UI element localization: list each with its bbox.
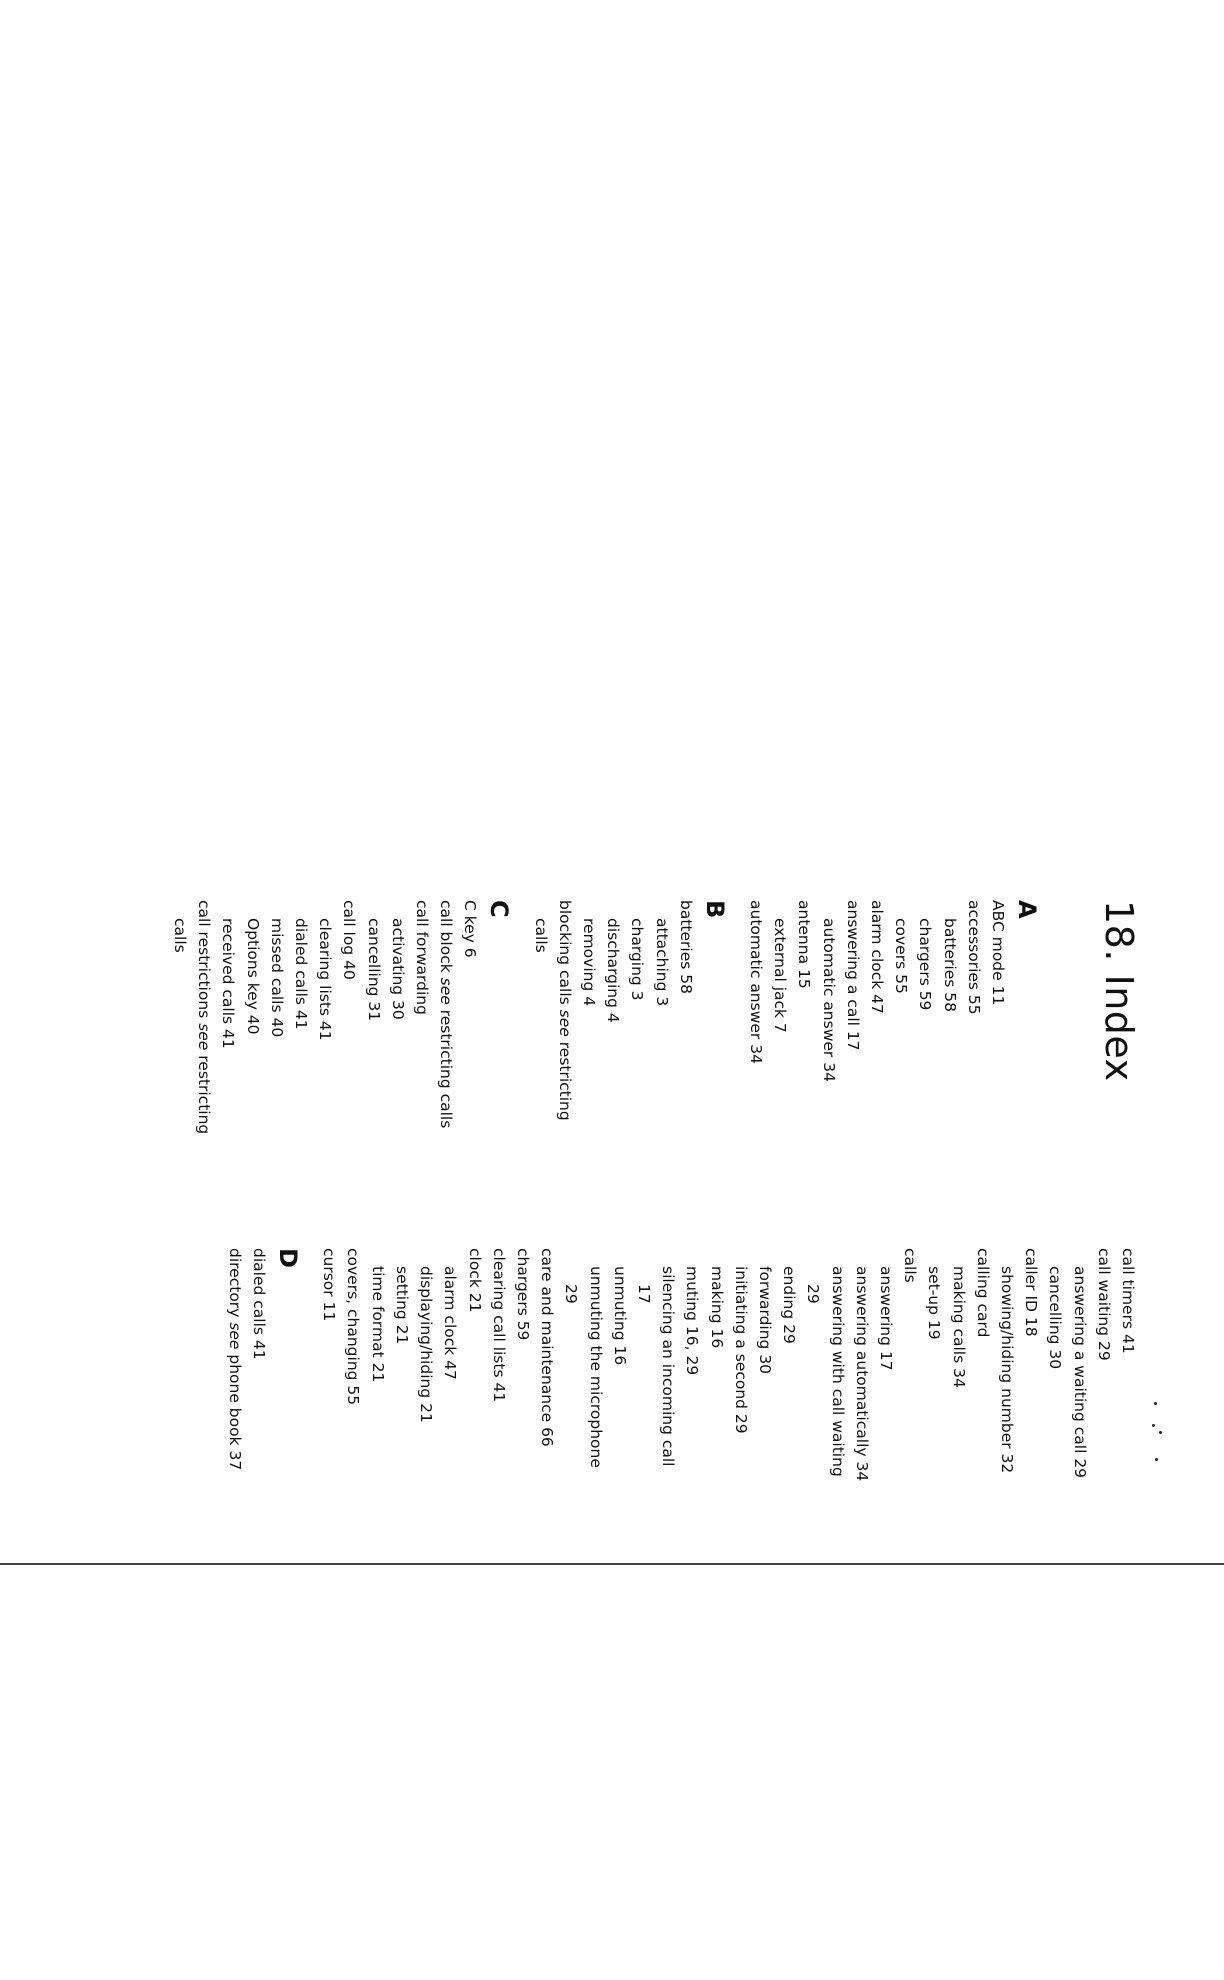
index-entry: call timers 41	[1119, 1248, 1137, 1354]
index-subentry: forwarding 30	[755, 1266, 774, 1375]
index-subentry: answering a waiting call 29	[1070, 1266, 1089, 1479]
index-entry: batteries 58	[676, 900, 695, 994]
index-subentry: removing 4	[579, 918, 598, 1007]
index-entry: directory see phone book 37	[225, 1248, 244, 1471]
index-subentry: set-up 19	[925, 1266, 944, 1340]
section-letter: B	[700, 900, 729, 919]
section-gap	[734, 900, 744, 1134]
index-entry: care and maintenance 66	[538, 1248, 557, 1447]
index-subentry: unmuting the microphone	[586, 1266, 605, 1468]
index-subentry: making 16	[707, 1266, 726, 1349]
see-reference: see	[437, 977, 456, 1005]
index-subentry: silencing an incoming call	[659, 1266, 678, 1467]
index-subentry: answering with call waiting	[828, 1266, 847, 1477]
index-entry: cursor 11	[320, 1248, 339, 1322]
index-entry: clearing call lists 41	[489, 1248, 508, 1403]
index-subentry: dialed calls 41	[291, 918, 310, 1030]
index-entry: call restrictions see restricting	[195, 900, 214, 1135]
index-subentry: cancelling 30	[1046, 1266, 1065, 1370]
index-subentry: calls	[531, 918, 550, 953]
scan-specks	[1150, 1398, 1164, 1468]
index-subentry: automatic answer 34	[819, 918, 838, 1082]
index-entry: accessories 55	[964, 900, 983, 1015]
index-entry: C key 6	[461, 900, 480, 958]
index-subentry: initiating a second 29	[731, 1266, 750, 1434]
index-subentry: unmuting 16	[610, 1266, 629, 1366]
index-subentry: alarm clock 47	[441, 1266, 460, 1380]
see-reference: see	[555, 1009, 574, 1037]
index-entry: dialed calls 41	[250, 1248, 269, 1360]
index-subentry: answering automatically 34	[852, 1266, 871, 1482]
index-entry: call log 40	[340, 900, 359, 980]
index-entry: calling card	[973, 1248, 992, 1338]
index-entry: ABC mode 11	[989, 900, 1007, 1006]
index-subentry: charging 3	[628, 918, 647, 1001]
index-entry: call block see restricting calls	[437, 900, 456, 1129]
section-letter: C	[485, 900, 514, 918]
index-subentry: muting 16, 29	[683, 1266, 702, 1376]
index-entry: antenna 15	[795, 900, 814, 989]
section-gap	[307, 1248, 317, 1481]
section-letter: D	[274, 1248, 303, 1268]
index-entry: alarm clock 47	[867, 900, 886, 1014]
index-entry: clock 21	[465, 1248, 484, 1313]
index-subentry: ending 29	[780, 1266, 799, 1344]
index-subentry: missed calls 40	[267, 918, 286, 1038]
see-reference: see	[225, 1322, 244, 1350]
index-subentry: chargers 59	[916, 918, 935, 1011]
section-letter: A	[1013, 900, 1041, 919]
index-subentry: attaching 3	[652, 918, 671, 1007]
index-subentry: cancelling 31	[364, 918, 383, 1022]
index-subentry: displaying/hiding 21	[417, 1266, 436, 1423]
index-subentry: answering 17	[876, 1266, 895, 1371]
index-subentry: time format 21	[368, 1266, 387, 1383]
index-entry: call waiting 29	[1094, 1248, 1113, 1361]
index-subentry: 29	[804, 1284, 823, 1304]
see-reference: see	[195, 1023, 214, 1051]
page-title: 18. Index	[1097, 900, 1141, 1082]
index-entry: calls	[901, 1248, 920, 1283]
index-entry: blocking calls see restricting	[555, 900, 574, 1121]
index-entry: chargers 59	[513, 1248, 532, 1341]
index-subentry: clearing lists 41	[316, 918, 335, 1041]
index-subentry: calls	[170, 918, 189, 953]
index-subentry: received calls 41	[219, 918, 238, 1049]
index-entry: call forwarding	[412, 900, 431, 1015]
index-entry: automatic answer 34	[746, 900, 765, 1064]
index-subentry: activating 30	[388, 918, 407, 1020]
bottom-rule	[0, 1563, 1224, 1565]
index-entry: covers, changing 55	[344, 1248, 363, 1406]
index-column-1	[168, 900, 1046, 1134]
index-subentry: discharging 4	[604, 918, 623, 1023]
index-subentry: Options key 40	[243, 918, 262, 1035]
index-entry: answering a call 17	[843, 900, 862, 1051]
index-subentry: setting 21	[392, 1266, 411, 1345]
index-subentry: covers 55	[892, 918, 911, 994]
index-subentry: making calls 34	[949, 1266, 968, 1388]
index-column-2	[223, 1248, 1140, 1481]
index-page	[170, 900, 1141, 1980]
index-subentry: batteries 58	[940, 918, 959, 1012]
section-gap	[518, 900, 528, 1134]
index-entry: caller ID 18	[1022, 1248, 1041, 1337]
index-subentry: 29	[562, 1284, 581, 1304]
index-subentry: external jack 7	[771, 918, 790, 1033]
index-subentry: 17	[634, 1284, 653, 1304]
index-subentry: showing/hiding number 32	[997, 1266, 1016, 1474]
